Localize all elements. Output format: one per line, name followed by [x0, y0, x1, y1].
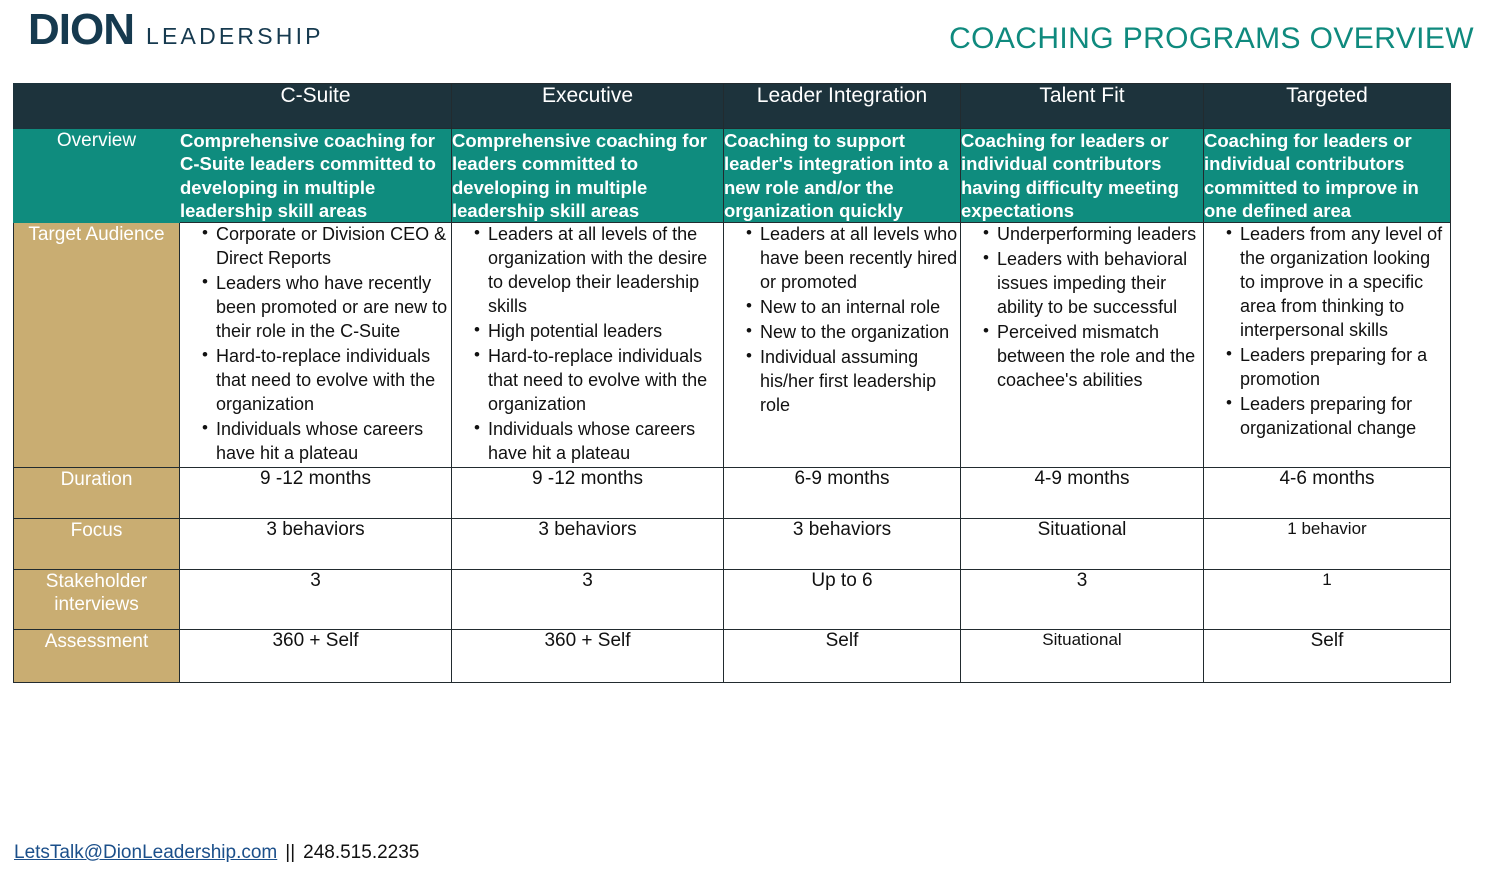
duration-leader-integration: 6-9 months: [724, 467, 961, 518]
list-item: • Leaders with behavioral issues impeding their ability to be successful: [983, 248, 1203, 320]
target-audience-talent-fit: [961, 223, 1204, 467]
table-header-row: [14, 84, 1451, 129]
list-item: • Leaders who have recently been promoted or are new to their role in the C-Suite: [202, 272, 451, 344]
focus-executive: 3 behaviors: [452, 518, 724, 569]
list-item: • Individual assuming his/her first leadership role: [746, 346, 960, 418]
stakeholder-interviews-leader-integration: Up to 6: [724, 569, 961, 629]
list-item: • Leaders at all levels who have been recently hired or promoted: [746, 223, 960, 295]
assessment-c-suite: 360 + Self: [180, 629, 452, 682]
list-item: • New to an internal role: [746, 296, 960, 320]
column-header-targeted: Targeted: [1204, 84, 1451, 129]
target-audience-targeted: [1204, 223, 1451, 467]
column-header-c-suite: C-Suite: [180, 84, 452, 129]
list-item: • Individuals whose careers have hit a plateau: [202, 418, 451, 466]
row-label-duration: Duration: [14, 467, 180, 518]
footer-separator: ||: [285, 842, 296, 863]
logo-wordmark-leadership: LEADERSHIP: [146, 23, 324, 49]
duration-c-suite: 9 -12 months: [180, 467, 452, 518]
focus-targeted: 1 behavior: [1204, 518, 1451, 569]
focus-leader-integration: 3 behaviors: [724, 518, 961, 569]
stakeholder-interviews-targeted: 1: [1204, 569, 1451, 629]
column-header-leader-integration: Leader Integration: [724, 84, 961, 129]
overview-c-suite: Comprehensive coaching for C-Suite leaders committed to developing in multiple leadership skill areas: [180, 129, 452, 223]
overview-talent-fit: Coaching for leaders or individual contributors having difficulty meeting expectations: [961, 129, 1204, 223]
company-logo: [28, 5, 324, 54]
contact-phone: 248.515.2235: [303, 842, 420, 863]
target-audience-c-suite: [180, 223, 452, 467]
table-row-stakeholder-interviews: [14, 569, 1451, 629]
list-item: • High potential leaders: [474, 320, 723, 344]
page-title: COACHING PROGRAMS OVERVIEW: [949, 22, 1474, 55]
table-row-focus: [14, 518, 1451, 569]
page-header: [0, 0, 1500, 80]
table-row-duration: [14, 467, 1451, 518]
logo-wordmark-dion: DION: [28, 5, 134, 54]
assessment-targeted: Self: [1204, 629, 1451, 682]
duration-targeted: 4-6 months: [1204, 467, 1451, 518]
target-audience-executive: [452, 223, 724, 467]
bullet-list: [1204, 223, 1450, 440]
bullet-list: [452, 223, 723, 465]
duration-talent-fit: 4-9 months: [961, 467, 1204, 518]
table-row-assessment: [14, 629, 1451, 682]
list-item: • Leaders at all levels of the organization with the desire to develop their leadership skills: [474, 223, 723, 319]
column-header-executive: Executive: [452, 84, 724, 129]
assessment-talent-fit: Situational: [961, 629, 1204, 682]
focus-talent-fit: Situational: [961, 518, 1204, 569]
row-label-stakeholder-interviews: Stakeholder interviews: [14, 569, 180, 629]
coaching-programs-table-wrapper: [13, 83, 1443, 683]
overview-targeted: Coaching for leaders or individual contributors committed to improve in one defined area: [1204, 129, 1451, 223]
list-item: • Leaders preparing for organizational change: [1226, 393, 1450, 441]
assessment-executive: 360 + Self: [452, 629, 724, 682]
row-label-focus: Focus: [14, 518, 180, 569]
bullet-list: [724, 223, 960, 418]
stakeholder-interviews-talent-fit: 3: [961, 569, 1204, 629]
page-footer: [14, 842, 419, 864]
list-item: • Hard-to-replace individuals that need to evolve with the organization: [202, 345, 451, 417]
duration-executive: 9 -12 months: [452, 467, 724, 518]
list-item: • Underperforming leaders: [983, 223, 1203, 247]
column-header-talent-fit: Talent Fit: [961, 84, 1204, 129]
list-item: • Individuals whose careers have hit a plateau: [474, 418, 723, 466]
row-label-assessment: Assessment: [14, 629, 180, 682]
contact-email-link[interactable]: LetsTalk@DionLeadership.com: [14, 842, 278, 863]
table-row-overview: [14, 129, 1451, 223]
list-item: • New to the organization: [746, 321, 960, 345]
row-label-overview: Overview: [14, 129, 180, 223]
stakeholder-interviews-c-suite: 3: [180, 569, 452, 629]
table-row-target-audience: [14, 223, 1451, 467]
bullet-list: [961, 223, 1203, 393]
overview-leader-integration: Coaching to support leader's integration into a new role and/or the organization quickly: [724, 129, 961, 223]
list-item: • Perceived mismatch between the role and the coachee's abilities: [983, 321, 1203, 393]
target-audience-leader-integration: [724, 223, 961, 467]
overview-executive: Comprehensive coaching for leaders committed to developing in multiple leadership skill areas: [452, 129, 724, 223]
list-item: • Leaders preparing for a promotion: [1226, 344, 1450, 392]
focus-c-suite: 3 behaviors: [180, 518, 452, 569]
list-item: • Hard-to-replace individuals that need to evolve with the organization: [474, 345, 723, 417]
row-label-target-audience: Target Audience: [14, 223, 180, 467]
list-item: • Leaders from any level of the organization looking to improve in a specific area from thinking to interpersonal skills: [1226, 223, 1450, 343]
table-corner-cell: [14, 84, 180, 129]
coaching-programs-table: [13, 83, 1451, 683]
bullet-list: [180, 223, 451, 465]
stakeholder-interviews-executive: 3: [452, 569, 724, 629]
list-item: • Corporate or Division CEO & Direct Reports: [202, 223, 451, 271]
assessment-leader-integration: Self: [724, 629, 961, 682]
